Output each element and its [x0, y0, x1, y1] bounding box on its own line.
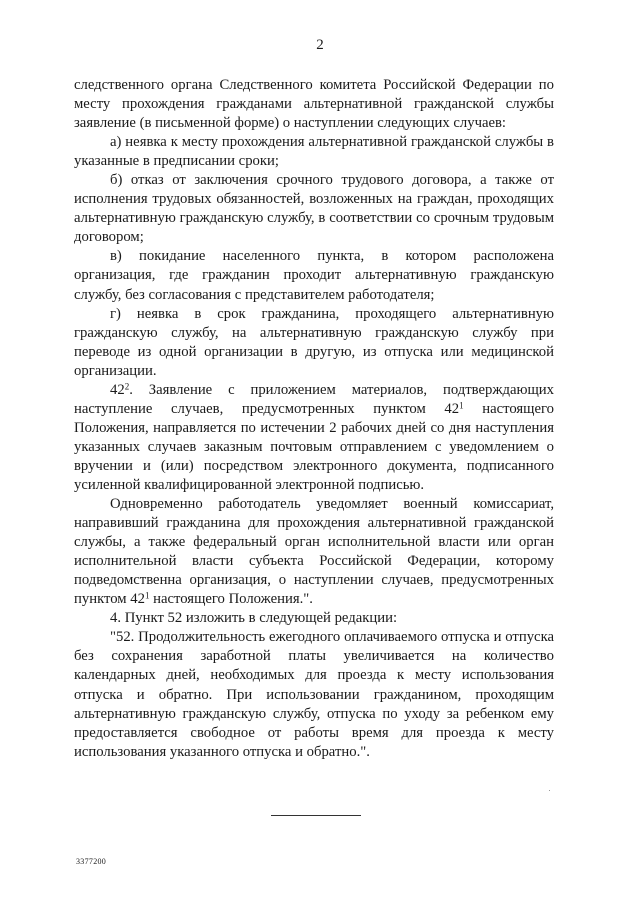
- closing-rule: [271, 815, 361, 816]
- document-code: 3377200: [76, 857, 107, 866]
- paragraph-case-a: а) неявка к месту прохождения альтернативной гражданской службы в указанные в предписании сроки;: [74, 134, 554, 170]
- paragraph-notification: [74, 495, 554, 609]
- clause-text-part-2: настоящего Положения, направляется по истечении 2 рабочих дней со дня наступления указанных случаев заказным почтовым отправлением с уведомлением о вручении и (или) посредством электронного документа, подписанного усиленной квалифицированной электронной подписью.: [74, 400, 554, 493]
- paragraph-clause-42-2: [74, 381, 554, 495]
- clause-number: 42: [110, 381, 125, 398]
- notification-text-part-1: Одновременно работодатель уведомляет военный комиссариат, направивший гражданина для прохождения альтернативной гражданской службы, а также федеральный орган исполнительной власти или орган исполнительной власти субъекта Российской Федерации, которому подведомственна организация, о наступлении случаев, предусмотренных пунктом 42: [74, 496, 554, 608]
- paragraph-clause-52: "52. Продолжительность ежегодного оплачиваемого отпуска и отпуска без сохранения заработной платы увеличивается на количество календарных дней, необходимых для проезда к месту использования отпуска и обратно. При использовании гражданином, проходящим альтернативную гражданскую службу, отпуска по уходу за ребенком ему предоставляется свободное от работы время для проезда к месту использования указанного отпуска и обратно.".: [74, 629, 554, 760]
- paragraph-item-4: 4. Пункт 52 изложить в следующей редакции:: [110, 610, 398, 627]
- notification-text-part-2: настоящего Положения.".: [149, 591, 313, 608]
- paragraph-case-b: б) отказ от заключения срочного трудового договора, а также от исполнения трудовых обязанностей, возложенных на граждан, проходящих альтернативную гражданскую службу, в соответствии со срочным трудовым договором;: [74, 172, 554, 246]
- paragraph-case-v: в) покидание населенного пункта, в котором расположена организация, где гражданин проходит альтернативную гражданскую службу, без согласования с представителем работодателя;: [74, 248, 554, 303]
- reference-superscript: 1: [144, 590, 150, 601]
- page-number: 2: [316, 37, 324, 53]
- paragraph-case-g: г) неявка в срок гражданина, проходящего альтернативную гражданскую службу, на альтернативную гражданскую службу при переводе из одной организации в другую, из отпуска или медицинской организации.: [74, 305, 554, 379]
- clause-number-superscript: 2: [124, 381, 130, 392]
- document-body: [74, 76, 554, 762]
- paragraph-intro: следственного органа Следственного комитета Российской Федерации по месту прохождения гражданами альтернативной гражданской службы заявление (в письменной форме) о наступлении следующих случаев:: [74, 77, 554, 132]
- clause-text-part-1: . Заявление с приложением материалов, подтверждающих наступление случаев, предусмотренных пунктом 42: [74, 381, 554, 417]
- reference-superscript: 1: [459, 400, 464, 411]
- scan-speck: [549, 790, 550, 791]
